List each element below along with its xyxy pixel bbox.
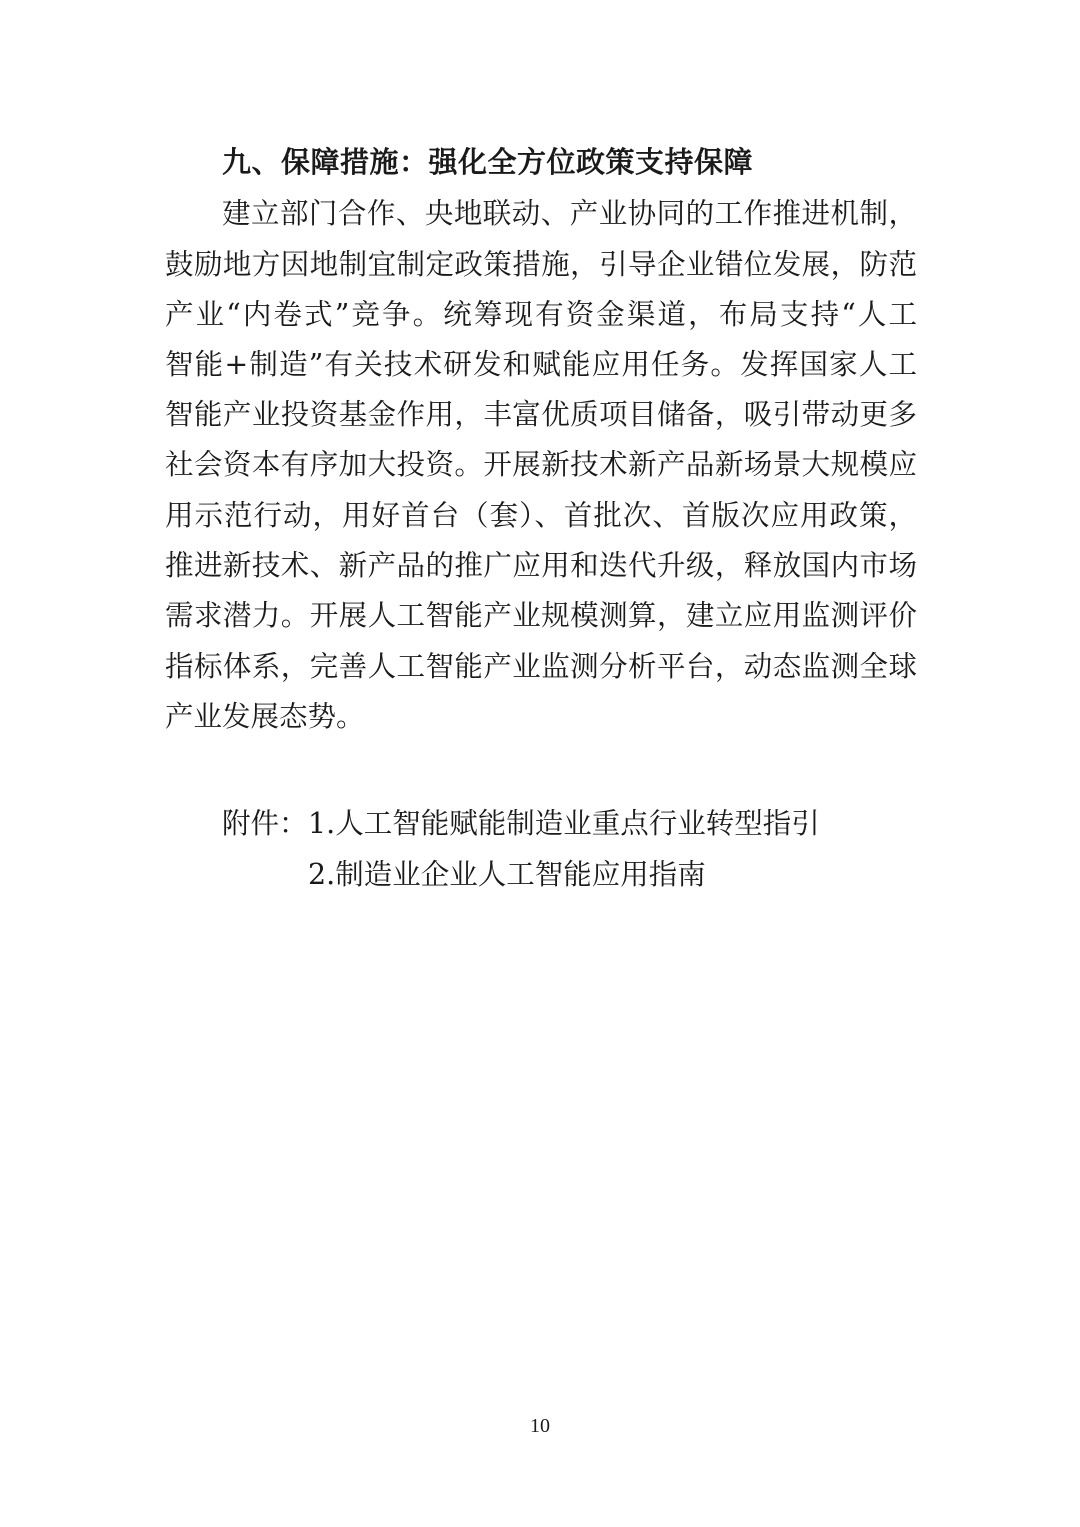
paragraph-line: 推进新技术、新产品的推广应用和迭代升级，释放国内市场 bbox=[165, 549, 917, 582]
paragraph-line: 产业“内卷式”竞争。统筹现有资金渠道，布局支持“人工 bbox=[165, 298, 917, 331]
paragraph-line: 智能产业投资基金作用，丰富优质项目储备，吸引带动更多 bbox=[165, 398, 917, 431]
paragraph-line: 建立部门合作、央地联动、产业协同的工作推进机制， bbox=[222, 197, 917, 230]
paragraph-line: 鼓励地方因地制宜制定政策措施，引导企业错位发展，防范 bbox=[165, 248, 917, 281]
paragraph-line: 指标体系，完善人工智能产业监测分析平台，动态监测全球 bbox=[165, 650, 917, 683]
paragraph-line: 需求潜力。开展人工智能产业规模测算，建立应用监测评价 bbox=[165, 599, 917, 632]
paragraph-line: 社会资本有序加大投资。开展新技术新产品新场景大规模应 bbox=[165, 448, 917, 481]
attachment-item: 2.制造业企业人工智能应用指南 bbox=[308, 858, 706, 891]
attachment-item: 1.人工智能赋能制造业重点行业转型指引 bbox=[308, 807, 820, 840]
page-number: 10 bbox=[530, 1415, 550, 1437]
paragraph-line: 产业发展态势。 bbox=[165, 700, 365, 733]
paragraph-line: 智能+制造”有关技术研发和赋能应用任务。发挥国家人工 bbox=[165, 348, 917, 381]
section-heading: 九、保障措施：强化全方位政策支持保障 bbox=[222, 145, 754, 179]
attachments-label: 附件： bbox=[222, 807, 308, 840]
paragraph-line: 用示范行动，用好首台（套）、首批次、首版次应用政策， bbox=[165, 499, 917, 532]
